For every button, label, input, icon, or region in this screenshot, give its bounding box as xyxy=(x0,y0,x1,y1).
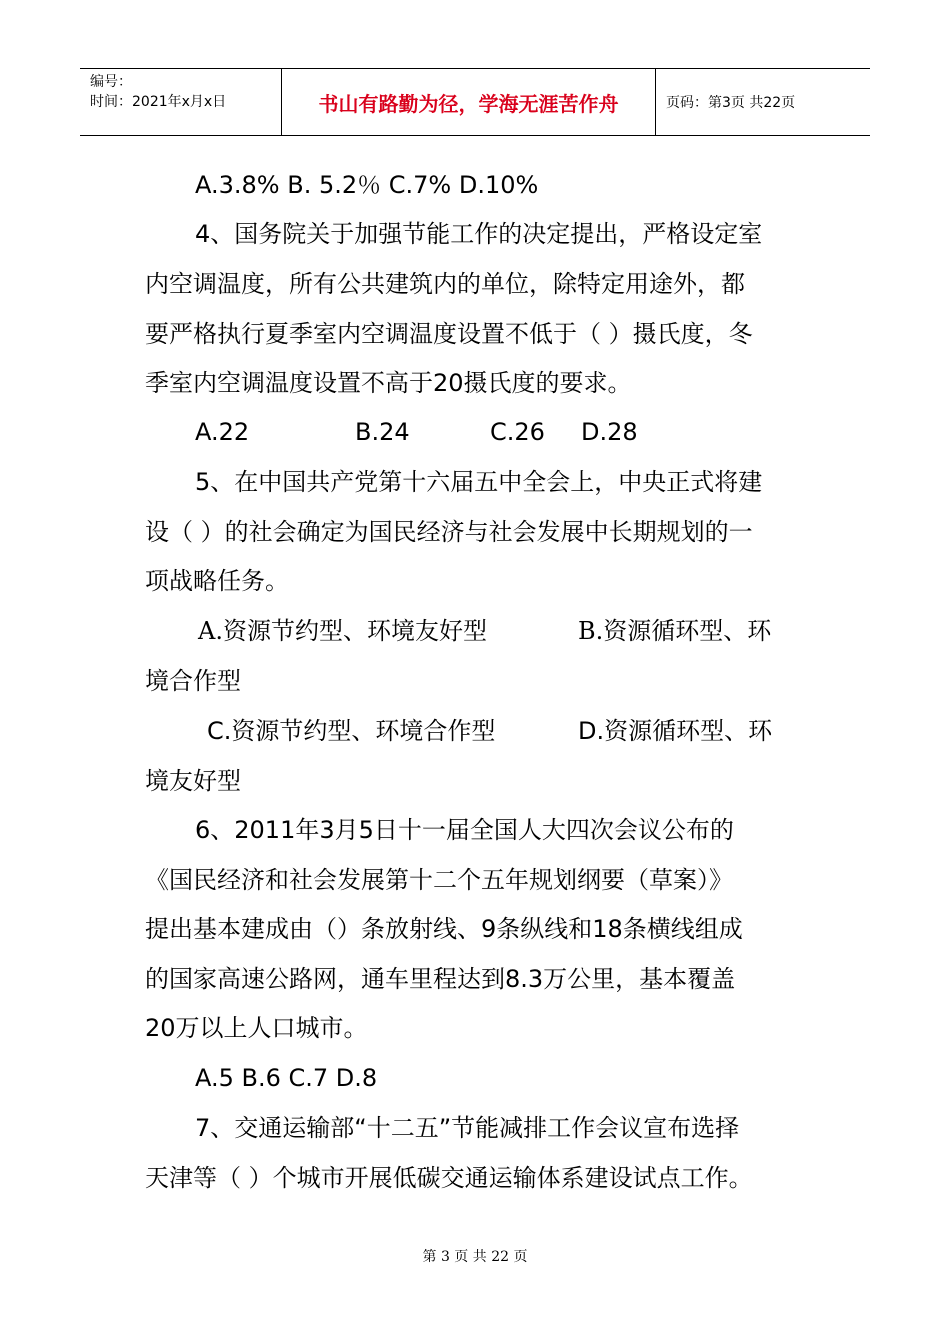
page-footer xyxy=(0,1246,950,1266)
q6-options: A.5 B.6 C.7 D.8 xyxy=(195,1064,378,1092)
q5-line-2: 设（ ）的社会确定为国民经济与社会发展中长期规划的一 xyxy=(145,518,753,546)
page-info-text: 页码：第3页 共22页 xyxy=(666,95,796,111)
q6-line-2: 《国民经济和社会发展第十二个五年规划纲要（草案）》 xyxy=(145,866,733,894)
q4-option-a: A.22 xyxy=(195,418,250,446)
date-label: 时间：2021年x月x日 xyxy=(90,94,227,110)
header-meta-cell xyxy=(80,69,282,135)
q5-line-1: 5、在中国共产党第十六届五中全会上，中央正式将建 xyxy=(195,468,763,496)
number-label: 编号： xyxy=(90,74,132,90)
q5-option-d-cont: 境友好型 xyxy=(145,767,241,795)
q6-line-4: 的国家高速公路网，通车里程达到8.3万公里，基本覆盖 xyxy=(145,965,736,993)
q7-line-1: 7、交通运输部“十二五”节能减排工作会议宣布选择 xyxy=(195,1114,740,1142)
q6-line-1: 6、2011年3月5日十一届全国人大四次会议公布的 xyxy=(195,816,734,844)
motto-text: 书山有路勤为径，学海无涯苦作舟 xyxy=(318,91,619,116)
motto-cell xyxy=(282,69,656,135)
q4-line-4: 季室内空调温度设置不高于20摄氏度的要求。 xyxy=(145,369,632,397)
q5-option-b-cont: 境合作型 xyxy=(145,667,241,695)
q4-line-1: 4、国务院关于加强节能工作的决定提出，严格设定室 xyxy=(195,220,763,248)
q5-line-3: 项战略任务。 xyxy=(145,567,289,595)
q4-line-2: 内空调温度，所有公共建筑内的单位，除特定用途外，都 xyxy=(145,270,745,298)
page-info-cell xyxy=(656,69,870,135)
q4-option-d: D.28 xyxy=(581,418,638,446)
q5-option-c: C.资源节约型、环境合作型 xyxy=(207,717,496,745)
q3-options: A.3.8% B. 5.2％ C.7% D.10% xyxy=(195,171,539,199)
q5-option-d: D.资源循环型、环 xyxy=(578,717,773,745)
footer-page-number: 第 3 页 共 22 页 xyxy=(422,1249,528,1265)
q7-line-2: 天津等（ ）个城市开展低碳交通运输体系建设试点工作。 xyxy=(145,1164,753,1192)
q4-option-b: B.24 xyxy=(355,418,410,446)
q6-line-5: 20万以上人口城市。 xyxy=(145,1014,368,1042)
q6-line-3: 提出基本建成由（）条放射线、9条纵线和18条横线组成 xyxy=(145,915,743,943)
q4-line-3: 要严格执行夏季室内空调温度设置不低于（ ）摄氏度，冬 xyxy=(145,320,753,348)
page-header xyxy=(80,68,870,136)
q4-option-c: C.26 xyxy=(490,418,545,446)
q5-option-a: A.资源节约型、环境友好型 xyxy=(198,617,487,645)
q5-option-b: B.资源循环型、环 xyxy=(578,617,772,645)
